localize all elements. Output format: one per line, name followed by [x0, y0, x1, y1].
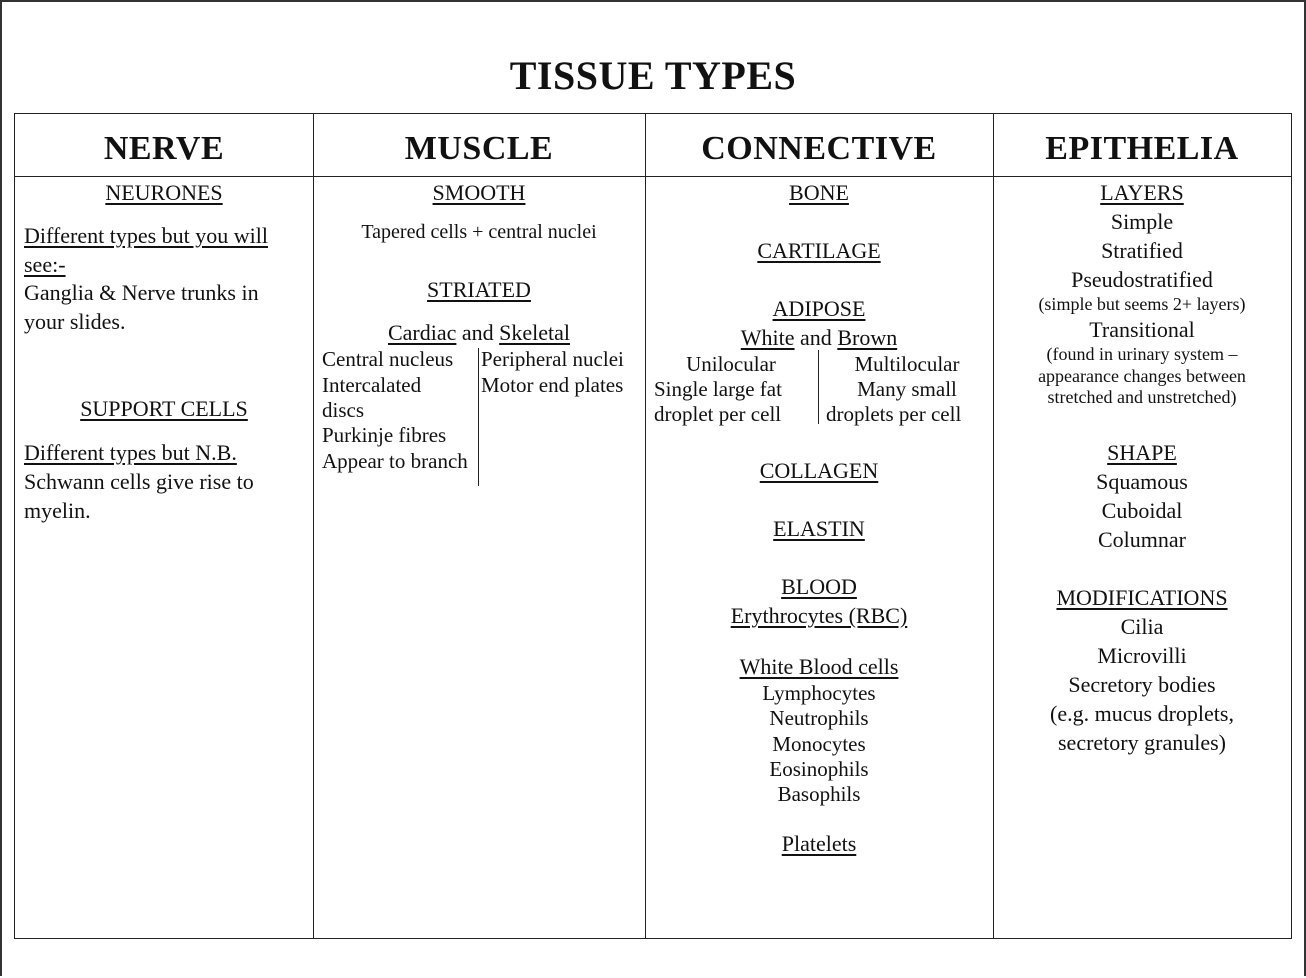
layers-item: Stratified	[1101, 238, 1183, 263]
skeletal-item: Peripheral nuclei	[481, 347, 624, 371]
pseudostratified-note: (simple but seems 2+ layers)	[1038, 294, 1246, 314]
layers-item: Transitional	[1089, 317, 1195, 342]
shape-item: Cuboidal	[1101, 498, 1183, 523]
blood-heading: BLOOD	[781, 574, 857, 599]
and-label: and	[800, 325, 832, 350]
cardiac-skeletal-heading	[313, 320, 645, 346]
neurones-line: Ganglia & Nerve trunks in	[24, 280, 259, 305]
column-heading-connective: CONNECTIVE	[701, 130, 937, 167]
page-title: TISSUE TYPES	[509, 53, 797, 98]
neurones-line: see:-	[24, 252, 66, 277]
bone-heading: BONE	[789, 180, 849, 205]
cardiac-item: Central nucleus	[322, 347, 454, 371]
muscle-column	[313, 177, 645, 938]
wbc-item: Neutrophils	[769, 706, 869, 730]
erythrocytes-label: Erythrocytes (RBC)	[730, 603, 908, 628]
neurones-heading: NEURONES	[105, 180, 223, 205]
connective-column	[645, 177, 993, 938]
epithelia-column	[993, 177, 1291, 938]
white-label: White	[740, 325, 795, 350]
white-adipose-item: Single large fat	[654, 377, 782, 401]
layers-item: Simple	[1110, 209, 1174, 234]
wbc-item: Basophils	[777, 782, 861, 806]
neurones-line: Different types but you will	[24, 223, 268, 248]
smooth-description: Tapered cells + central nuclei	[361, 221, 597, 243]
tissue-types-table	[14, 113, 1292, 939]
nerve-column	[15, 177, 313, 938]
platelets-label: Platelets	[781, 831, 857, 856]
skeletal-item: Motor end plates	[481, 373, 624, 397]
brown-label: Brown	[837, 325, 898, 350]
cardiac-item: discs	[322, 398, 364, 422]
subcolumn-divider	[478, 348, 479, 486]
brown-adipose-item: Many small	[857, 377, 957, 401]
transitional-note: (found in urinary system –	[1046, 344, 1238, 364]
transitional-note: stretched and unstretched)	[1047, 387, 1237, 407]
cardiac-item: Intercalated	[322, 373, 422, 397]
cardiac-item: Purkinje fibres	[322, 423, 447, 447]
modifications-item: secretory granules)	[1058, 730, 1226, 755]
layers-heading: LAYERS	[1100, 180, 1184, 205]
and-label: and	[461, 320, 494, 345]
cartilage-heading: CARTILAGE	[757, 238, 881, 263]
white-brown-heading	[645, 325, 993, 351]
layers-item: Pseudostratified	[1071, 267, 1213, 292]
shape-item: Squamous	[1096, 469, 1188, 494]
white-adipose-item: droplet per cell	[654, 402, 782, 426]
smooth-heading: SMOOTH	[432, 180, 526, 205]
column-heading-muscle: MUSCLE	[404, 130, 554, 167]
subcolumn-divider	[818, 350, 819, 424]
neurones-line: your slides.	[24, 309, 126, 334]
striated-heading: STRIATED	[427, 277, 531, 302]
modifications-item: (e.g. mucus droplets,	[1050, 701, 1234, 726]
brown-adipose-item: Multilocular	[854, 352, 960, 376]
modifications-item: Cilia	[1120, 614, 1164, 639]
adipose-heading: ADIPOSE	[772, 296, 866, 321]
wbc-item: Lymphocytes	[762, 681, 876, 705]
column-heading-epithelia: EPITHELIA	[1045, 130, 1239, 167]
wbc-item: Eosinophils	[769, 757, 869, 781]
brown-adipose-item: droplets per cell	[826, 402, 962, 426]
wbc-heading: White Blood cells	[739, 654, 899, 679]
cardiac-label: Cardiac	[387, 320, 457, 345]
modifications-item: Microvilli	[1097, 643, 1187, 668]
shape-item: Columnar	[1098, 527, 1186, 552]
white-adipose-item: Unilocular	[686, 352, 776, 376]
collagen-heading: COLLAGEN	[759, 458, 879, 483]
shape-heading: SHAPE	[1107, 440, 1177, 465]
transitional-note: appearance changes between	[1038, 366, 1246, 386]
cardiac-item: Appear to branch	[322, 449, 468, 473]
support-line: Different types but N.B.	[24, 440, 237, 465]
modifications-heading: MODIFICATIONS	[1056, 585, 1228, 610]
column-heading-nerve: NERVE	[103, 130, 225, 167]
skeletal-label: Skeletal	[499, 320, 571, 345]
support-cells-heading: SUPPORT CELLS	[80, 396, 248, 421]
wbc-item: Monocytes	[772, 732, 866, 756]
support-line: Schwann cells give rise to	[24, 469, 254, 494]
elastin-heading: ELASTIN	[773, 516, 865, 541]
modifications-item: Secretory bodies	[1068, 672, 1216, 697]
support-line: myelin.	[24, 498, 91, 523]
